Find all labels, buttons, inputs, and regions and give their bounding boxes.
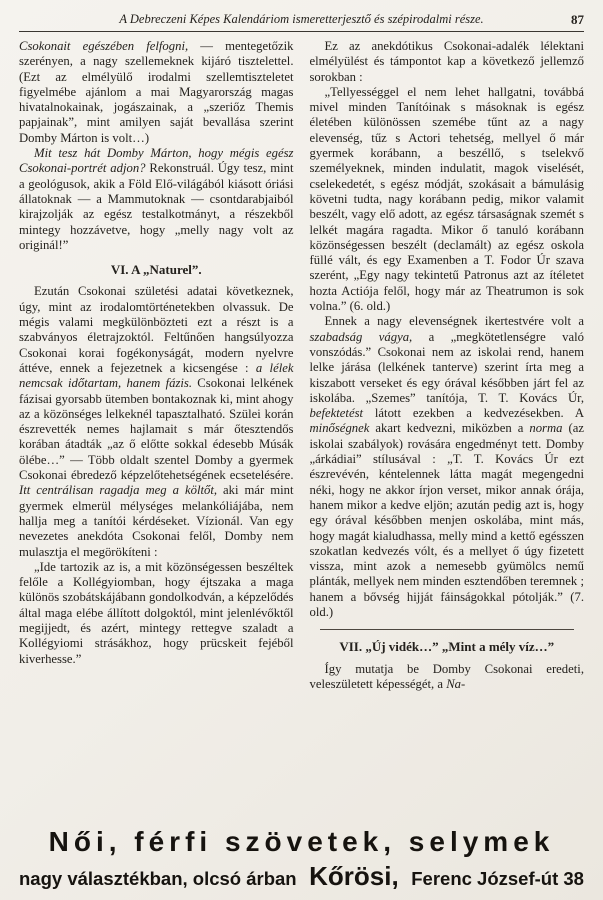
- right-column: [310, 39, 585, 817]
- paragraph: „Tellyességgel el nem lehet hallgatni, továbbá mivel minden Tanítóinak s másoknak is egész életében különössen szemébe tűnt az a nagy elevenség, tűz s Actori tehetség, mellyel ő már gyermek korábann, a beszéllő, s tselekvő személyeknek, minden indulatit, magok viselését, cselekedetét, s egész módját, szokásait a bámulásig követni tudta, nagy korábann pedig, mikor valamit beszélt, vagy elő adott, az egész társaságnak szemét s lelkét magára ragadta. Mikor ő tanuló korábann közönségessen beszélt (declamált) az egész oskola füllé vált, és egy Examenben a T. Fodor Úr szava szerént, „Egy nagy tekintetű Patronus azt az ítéletet hozta Actiója felől, hogy már az Theatrumon is sok volna.” (6. old.): [309, 84, 584, 314]
- section-heading: VII. „Új vidék…” „Mint a mély víz…”: [339, 639, 555, 655]
- paragraph: Csokonait egészében felfogni, — mentegetőzik szerényen, a nagy szellemeknek kijáró tisztelettel. (Ezt az elmélyülő irodalmi szellemtiszteletet figyelmébe ajánlom a mai Magyarország magas hivatalnokainak, jogászainak, a „szeriőz Themis papjainak”, mint amilyen saját bevallása szerint Domby Márton is volt…): [19, 39, 294, 145]
- running-header-title: A Debreczeni Képes Kalendáriom ismeretterjesztő és szépirodalmi része.: [119, 12, 484, 26]
- advertisement: [19, 817, 584, 892]
- paragraph: Ez az anekdótikus Csokonai-adalék lélektani elmélyülést és támpontot kap a következő jellemző sorokban :: [309, 39, 584, 84]
- running-header: [19, 10, 584, 32]
- paragraph: Mit tesz hát Domby Márton, hogy mégis egész Csokonai-portrét adjon? Rekonstruál. Úgy tesz, mint a geológusok, akik a Föld Elő-világából kiásott óriási állatoknak — a Mammutoknak — csontdarabjaiból kirajzolják az egész testalkotmányt, a részekből mintegy hozzávetve, hogy „melly nagy volt az originál!”: [19, 146, 294, 252]
- paragraph: Így mutatja be Domby Csokonai eredeti, veleszületett képességét, a Na-: [309, 661, 584, 691]
- two-column-text-body: [19, 32, 584, 817]
- ad-subline: [19, 861, 584, 892]
- left-column: [19, 39, 294, 817]
- page-number: 87: [571, 12, 584, 27]
- ad-address: Ferenc József-út 38: [411, 868, 584, 889]
- ad-headline: Női, férfi szövetek, selymek: [48, 826, 555, 857]
- ad-offer-text: nagy választékban, olcsó árban: [19, 868, 297, 889]
- ad-merchant-name: Kőrösi,: [309, 861, 399, 891]
- paragraph: Ezután Csokonai születési adatai következnek, úgy, mint az irodalomtörténetekben olvassuk. De mégis valami megkülönbözteti ezt a részt is a szabványos életrajzoktól. Feltűnően hangsúlyozza Csokonai korai fogékonyságát, modern nyelvre áttéve, ennek a fejezetnek a kicsengése : a lélek nemcsak időtartam, hanem fázis. Csokonai lelkének fázisai gyorsabb ütemben bontakoznak ki, mint ahogy az a közönséges lelkeknél tapasztalható. Szülei korán észrevették nemes hajlamait s már őtesztendős korában átadták „az ő előtte sokkal édesebb Músák ölébe…” — Több oldalt szentel Domby a gyermek Csokonai ébredező képzelőtehetségének ecsetelésére. Itt centrálisan ragadja meg a költőt, aki már mint gyermek elmerül mélységes melankóliájába, nem hallja meg a tanítói kérdéseket. Vízionál. Van egy nevezetes anekdóta Csokonai felől, Domby nem mulasztja el megörökíteni :: [19, 284, 294, 559]
- section-heading: VI. A „Naturel”.: [110, 262, 202, 278]
- paragraph: „Ide tartozik az is, a mit közönségessen beszéltek felőle a Kollégyiomban, hogy éjtszaka a maga különös szobátskájábann gondolkodván, a képzelődés által maga elébe állított dolgoktól, mint jelenlévőktől megijjedt, és azért, mintegy rettegve szaladt a Kollégyiomi strásákhoz, hogy prücskeit fejéből kiverhesse.”: [19, 559, 294, 666]
- paragraph: Ennek a nagy elevenségnek ikertestvére volt a szabadság vágya, a „megkötetlenségre való vonszódás.” Csokonai nem az iskolai rend, hanem lelke járása (lelkének tanterve) szerint írta meg a kiszabott verseket és egy órával későbben járt fel az iskolába. „Szemes” tanítója, T. T. Kovács Úr, befektetést látott ezekben a kedvezésekben. A minőségnek akart kedvezni, miközben a norma (az iskolai szabályok) rovására engedményt tett. Domby „árkádiai” stílusával : „T. T. Kovács Úr ezt észrevévén, kéntelennek látta magát megengedni néki, hogy ne akkor írjon verset, mikor annak órája, hanem mikor a kedve eljön; azután pedig azt is, hogy egy órával későbben menjen oskolába, mint más, hogy magát kialudhassa, melly mind a kettő egésszen szokatlan kedvezés vólt, és a mellyet ő úgy fizetett vissza, mint azok a nemesebb gyümölcs nemű plánták, mellyek nem minden esztendőben teremnek ; hanem a bővség hijját fáinságokkal pótolják.” (7. old.): [309, 314, 584, 619]
- section-divider: [320, 629, 575, 630]
